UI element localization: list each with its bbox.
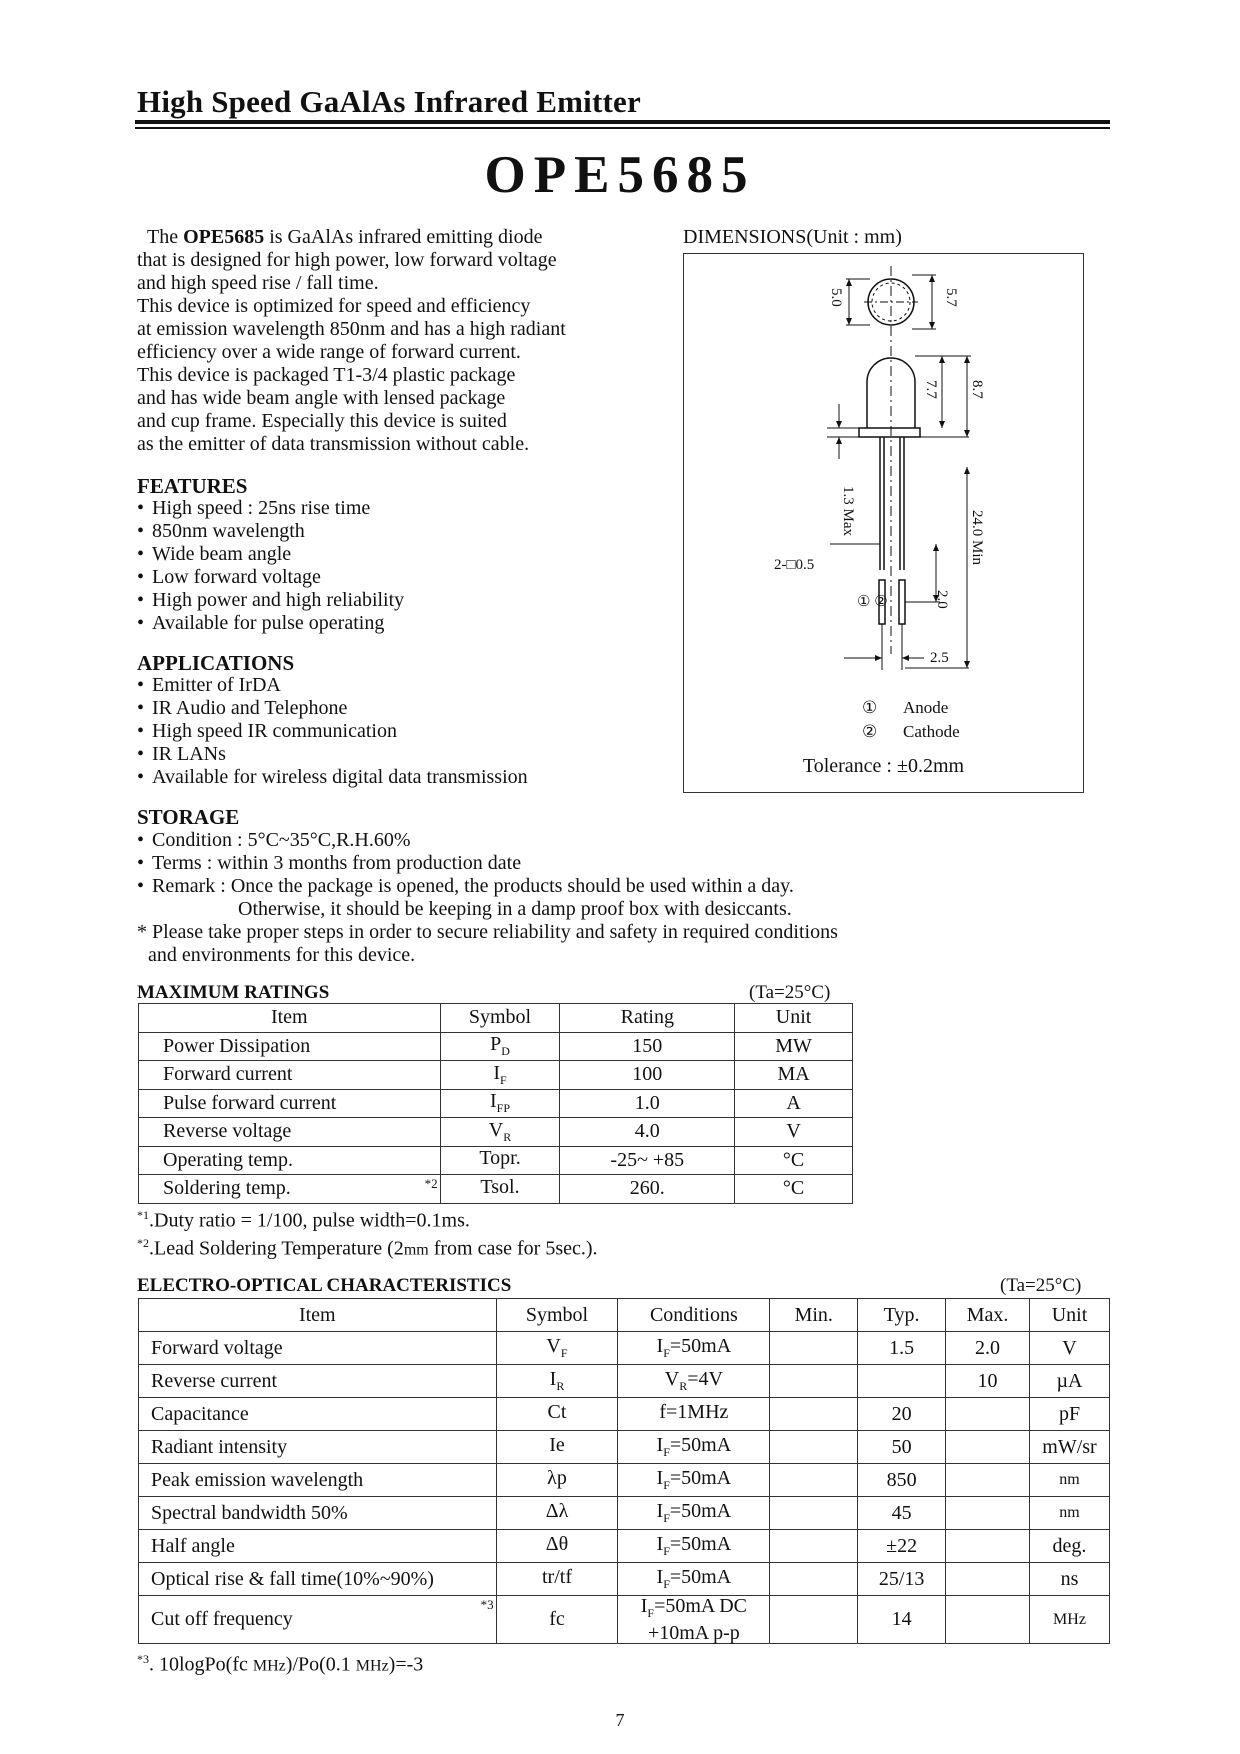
dimensions-drawing bbox=[684, 254, 1082, 791]
cell-min bbox=[770, 1563, 858, 1596]
features-heading: FEATURES bbox=[137, 474, 248, 498]
cell-conditions: $I_F=50mA$ DC +10mA p-p bbox=[618, 1596, 770, 1644]
column-header: Item bbox=[139, 1004, 441, 1033]
table-header-row bbox=[139, 1299, 1110, 1332]
intro-paragraph bbox=[137, 226, 657, 456]
table-row bbox=[139, 1146, 853, 1175]
cell-item: Cut off frequency *3 bbox=[139, 1596, 497, 1644]
cell-max bbox=[946, 1563, 1030, 1596]
cell-unit: MHz bbox=[1030, 1596, 1110, 1644]
cell-max bbox=[946, 1596, 1030, 1644]
cell-min bbox=[770, 1365, 858, 1398]
cell-max: 2.0 bbox=[946, 1332, 1030, 1365]
dimensions-title: DIMENSIONS(Unit : mm) bbox=[683, 226, 902, 248]
cell-typ: 1.5 bbox=[858, 1332, 946, 1365]
table-row bbox=[139, 1497, 1110, 1530]
list-item: • High power and high reliability bbox=[137, 589, 404, 612]
cell-item: Pulse forward current bbox=[139, 1089, 441, 1118]
cell-item: Peak emission wavelength bbox=[139, 1464, 497, 1497]
cell-min bbox=[770, 1398, 858, 1431]
cell-unit: nm bbox=[1030, 1464, 1110, 1497]
list-item: • Remark : Once the package is opened, the products should be used within a day. bbox=[137, 875, 1037, 898]
dim-label-5.7: 5.7 bbox=[943, 288, 959, 307]
cell-max bbox=[946, 1398, 1030, 1431]
cell-typ: 14 bbox=[858, 1596, 946, 1644]
cell-conditions: $V_R=4V$ bbox=[618, 1365, 770, 1398]
legend-anode-num: ① bbox=[862, 698, 878, 717]
cell-unit: A bbox=[735, 1089, 853, 1118]
cell-symbol: $V_R$ bbox=[440, 1118, 560, 1147]
safety-note-line1: * Please take proper steps in order to secure reliability and safety in required conditions bbox=[137, 921, 838, 943]
column-header: Max. bbox=[946, 1299, 1030, 1332]
footnote-mark: *2 bbox=[424, 1176, 438, 1191]
intro-line: This device is optimized for speed and efficiency bbox=[137, 295, 531, 317]
dim-label-2.5: 2.5 bbox=[930, 650, 949, 666]
legend-cathode-num: ② bbox=[862, 722, 878, 741]
cell-typ: 25/13 bbox=[858, 1563, 946, 1596]
cell-symbol: Δθ bbox=[496, 1530, 618, 1563]
page-number: 7 bbox=[615, 1710, 625, 1730]
column-header: Conditions bbox=[618, 1299, 770, 1332]
max-ratings-condition: (Ta=25°C) bbox=[749, 982, 831, 1003]
table-row bbox=[139, 1464, 1110, 1497]
cell-unit: pF bbox=[1030, 1398, 1110, 1431]
intro-first-line bbox=[137, 226, 657, 249]
safety-note-line2: and environments for this device. bbox=[148, 944, 416, 966]
list-item: • Low forward voltage bbox=[137, 566, 404, 589]
lead-end-2 bbox=[899, 580, 905, 624]
features-list bbox=[137, 497, 404, 635]
dim-label-1.3max: 1.3 Max bbox=[840, 486, 856, 536]
intro-first-line-rest: is GaAlAs infrared emitting diode bbox=[269, 226, 543, 248]
dimensions-diagram-frame bbox=[683, 253, 1084, 793]
table-row bbox=[139, 1089, 853, 1118]
intro-prefix: The bbox=[147, 226, 179, 248]
cell-symbol: Ct bbox=[496, 1398, 618, 1431]
dim-label-8.7: 8.7 bbox=[969, 380, 985, 399]
pin-numbers: ① ② bbox=[857, 594, 888, 610]
column-header: Unit bbox=[735, 1004, 853, 1033]
storage-heading: STORAGE bbox=[137, 805, 240, 829]
cell-item: Radiant intensity bbox=[139, 1431, 497, 1464]
title-rule-thick bbox=[135, 120, 1110, 124]
column-header: Symbol bbox=[440, 1004, 560, 1033]
cell-conditions: $I_F=50mA$ bbox=[618, 1431, 770, 1464]
cell-item: Soldering temp. *2 bbox=[139, 1175, 441, 1204]
cell-symbol: λp bbox=[496, 1464, 618, 1497]
cell-conditions: $I_F=50mA$ bbox=[618, 1530, 770, 1563]
cell-conditions: $I_F=50mA$ bbox=[618, 1332, 770, 1365]
legend-cathode-label: Cathode bbox=[903, 722, 960, 741]
list-item: • IR LANs bbox=[137, 743, 528, 766]
table-row bbox=[139, 1431, 1110, 1464]
table-row bbox=[139, 1332, 1110, 1365]
cell-unit: mW/sr bbox=[1030, 1431, 1110, 1464]
table-row bbox=[139, 1175, 853, 1204]
footnote-mark: *3 bbox=[480, 1597, 494, 1612]
table-row bbox=[139, 1398, 1110, 1431]
list-item: • Condition : 5°C~35°C,R.H.60% bbox=[137, 829, 1037, 852]
document-title: High Speed GaAlAs Infrared Emitter bbox=[137, 84, 641, 119]
tolerance-note: Tolerance : ±0.2mm bbox=[802, 755, 965, 777]
cell-unit: µA bbox=[1030, 1365, 1110, 1398]
storage-list bbox=[137, 829, 1037, 898]
cell-max bbox=[946, 1497, 1030, 1530]
cell-typ bbox=[858, 1365, 946, 1398]
list-item: • IR Audio and Telephone bbox=[137, 697, 528, 720]
intro-line: at emission wavelength 850nm and has a high radiant bbox=[137, 318, 566, 340]
cell-rating: 1.0 bbox=[560, 1089, 735, 1118]
table-row bbox=[139, 1365, 1110, 1398]
table-row bbox=[139, 1118, 853, 1147]
cell-rating: 260. bbox=[560, 1175, 735, 1204]
cell-symbol: $I_R$ bbox=[496, 1365, 618, 1398]
cell-rating: 150 bbox=[560, 1032, 735, 1061]
intro-line: and high speed rise / fall time. bbox=[137, 272, 379, 294]
cell-symbol: $I_F$ bbox=[440, 1061, 560, 1090]
max-ratings-table bbox=[138, 1003, 853, 1204]
cell-item: Forward voltage bbox=[139, 1332, 497, 1365]
cell-item: Operating temp. bbox=[139, 1146, 441, 1175]
column-header: Typ. bbox=[858, 1299, 946, 1332]
list-item: • Available for wireless digital data transmission bbox=[137, 766, 528, 789]
cell-unit: ns bbox=[1030, 1563, 1110, 1596]
cell-item: Spectral bandwidth 50% bbox=[139, 1497, 497, 1530]
cell-unit: V bbox=[735, 1118, 853, 1147]
table-row bbox=[139, 1032, 853, 1061]
electro-optical-heading: ELECTRO-OPTICAL CHARACTERISTICS bbox=[137, 1275, 512, 1296]
footnote-3: $^{*3}$. 10logPo(fc MHz)/Po(0.1 MHz)=-3 bbox=[137, 1652, 424, 1676]
intro-line: as the emitter of data transmission without cable. bbox=[137, 433, 530, 455]
cell-symbol: Δλ bbox=[496, 1497, 618, 1530]
list-item: • Wide beam angle bbox=[137, 543, 404, 566]
cell-symbol: $V_F$ bbox=[496, 1332, 618, 1365]
cell-unit: nm bbox=[1030, 1497, 1110, 1530]
cell-typ: 45 bbox=[858, 1497, 946, 1530]
storage-remark-continued: Otherwise, it should be keeping in a damp proof box with desiccants. bbox=[238, 898, 792, 920]
cell-item: Forward current bbox=[139, 1061, 441, 1090]
dim-label-5.0: 5.0 bbox=[828, 288, 844, 307]
column-header: Rating bbox=[560, 1004, 735, 1033]
cell-item: Optical rise & fall time(10%~90%) bbox=[139, 1563, 497, 1596]
cell-min bbox=[770, 1431, 858, 1464]
cell-conditions: f=1MHz bbox=[618, 1398, 770, 1431]
cell-typ: 850 bbox=[858, 1464, 946, 1497]
dim-label-lead: 2-□0.5 bbox=[774, 557, 815, 573]
legend-anode-label: Anode bbox=[903, 698, 949, 717]
column-header: Symbol bbox=[496, 1299, 618, 1332]
cell-conditions: $I_F=50mA$ bbox=[618, 1497, 770, 1530]
cell-symbol: fc bbox=[496, 1596, 618, 1644]
cell-min bbox=[770, 1530, 858, 1563]
electro-optical-table bbox=[138, 1298, 1110, 1644]
cell-rating: 100 bbox=[560, 1061, 735, 1090]
footnote-1: $^{*1}$.Duty ratio = 1/100, pulse width=0.1ms. bbox=[137, 1208, 470, 1232]
dim-label-7.7: 7.7 bbox=[923, 380, 939, 399]
intro-line: that is designed for high power, low forward voltage bbox=[137, 249, 557, 271]
cell-symbol: $P_D$ bbox=[440, 1032, 560, 1061]
cell-item: Power Dissipation bbox=[139, 1032, 441, 1061]
cell-max bbox=[946, 1530, 1030, 1563]
intro-part-name: OPE5685 bbox=[183, 226, 265, 248]
cell-min bbox=[770, 1497, 858, 1530]
cell-symbol: Tsol. bbox=[440, 1175, 560, 1204]
part-number: OPE5685 bbox=[484, 146, 756, 204]
cell-min bbox=[770, 1332, 858, 1365]
dim-label-2.0: 2.0 bbox=[934, 590, 950, 609]
cell-unit: MW bbox=[735, 1032, 853, 1061]
dim-label-24.0min: 24.0 Min bbox=[969, 510, 985, 566]
cell-typ: 20 bbox=[858, 1398, 946, 1431]
list-item: • High speed IR communication bbox=[137, 720, 528, 743]
title-rule-thin bbox=[135, 127, 1110, 129]
list-item: • Available for pulse operating bbox=[137, 612, 404, 635]
cell-typ: ±22 bbox=[858, 1530, 946, 1563]
cell-unit: MA bbox=[735, 1061, 853, 1090]
applications-list bbox=[137, 674, 528, 789]
applications-heading: APPLICATIONS bbox=[137, 651, 295, 675]
cell-max bbox=[946, 1431, 1030, 1464]
cell-min bbox=[770, 1464, 858, 1497]
electro-optical-condition: (Ta=25°C) bbox=[1000, 1275, 1082, 1296]
cell-conditions: $I_F=50mA$ bbox=[618, 1563, 770, 1596]
cell-typ: 50 bbox=[858, 1431, 946, 1464]
column-header: Min. bbox=[770, 1299, 858, 1332]
table-row bbox=[139, 1530, 1110, 1563]
cell-item: Reverse voltage bbox=[139, 1118, 441, 1147]
cell-conditions: $I_F=50mA$ bbox=[618, 1464, 770, 1497]
led-flange bbox=[859, 428, 920, 437]
intro-line: This device is packaged T1-3/4 plastic package bbox=[137, 364, 516, 386]
cell-symbol: Ie bbox=[496, 1431, 618, 1464]
cell-min bbox=[770, 1596, 858, 1644]
cell-unit: deg. bbox=[1030, 1530, 1110, 1563]
cell-unit: °C bbox=[735, 1175, 853, 1204]
cell-rating: -25~ +85 bbox=[560, 1146, 735, 1175]
table-header-row bbox=[139, 1004, 853, 1033]
table-row bbox=[139, 1563, 1110, 1596]
cell-item: Capacitance bbox=[139, 1398, 497, 1431]
footnote-2: $^{*2}$.Lead Soldering Temperature (2mm from case for 5sec.). bbox=[137, 1236, 598, 1260]
column-header: Unit bbox=[1030, 1299, 1110, 1332]
cell-max: 10 bbox=[946, 1365, 1030, 1398]
intro-line: and cup frame. Especially this device is suited bbox=[137, 410, 507, 432]
list-item: • 850nm wavelength bbox=[137, 520, 404, 543]
cell-symbol: Topr. bbox=[440, 1146, 560, 1175]
cell-item: Reverse current bbox=[139, 1365, 497, 1398]
list-item: • Terms : within 3 months from production date bbox=[137, 852, 1037, 875]
column-header: Item bbox=[139, 1299, 497, 1332]
table-row bbox=[139, 1061, 853, 1090]
list-item: • Emitter of IrDA bbox=[137, 674, 528, 697]
cell-symbol: $I_{FP}$ bbox=[440, 1089, 560, 1118]
intro-line: and has wide beam angle with lensed package bbox=[137, 387, 506, 409]
table-row bbox=[139, 1596, 1110, 1644]
cell-symbol: tr/tf bbox=[496, 1563, 618, 1596]
cell-max bbox=[946, 1464, 1030, 1497]
cell-unit: °C bbox=[735, 1146, 853, 1175]
cell-item: Half angle bbox=[139, 1530, 497, 1563]
intro-line: efficiency over a wide range of forward current. bbox=[137, 341, 521, 363]
cell-rating: 4.0 bbox=[560, 1118, 735, 1147]
max-ratings-heading: MAXIMUM RATINGS bbox=[137, 982, 330, 1003]
list-item: • High speed : 25ns rise time bbox=[137, 497, 404, 520]
cell-unit: V bbox=[1030, 1332, 1110, 1365]
